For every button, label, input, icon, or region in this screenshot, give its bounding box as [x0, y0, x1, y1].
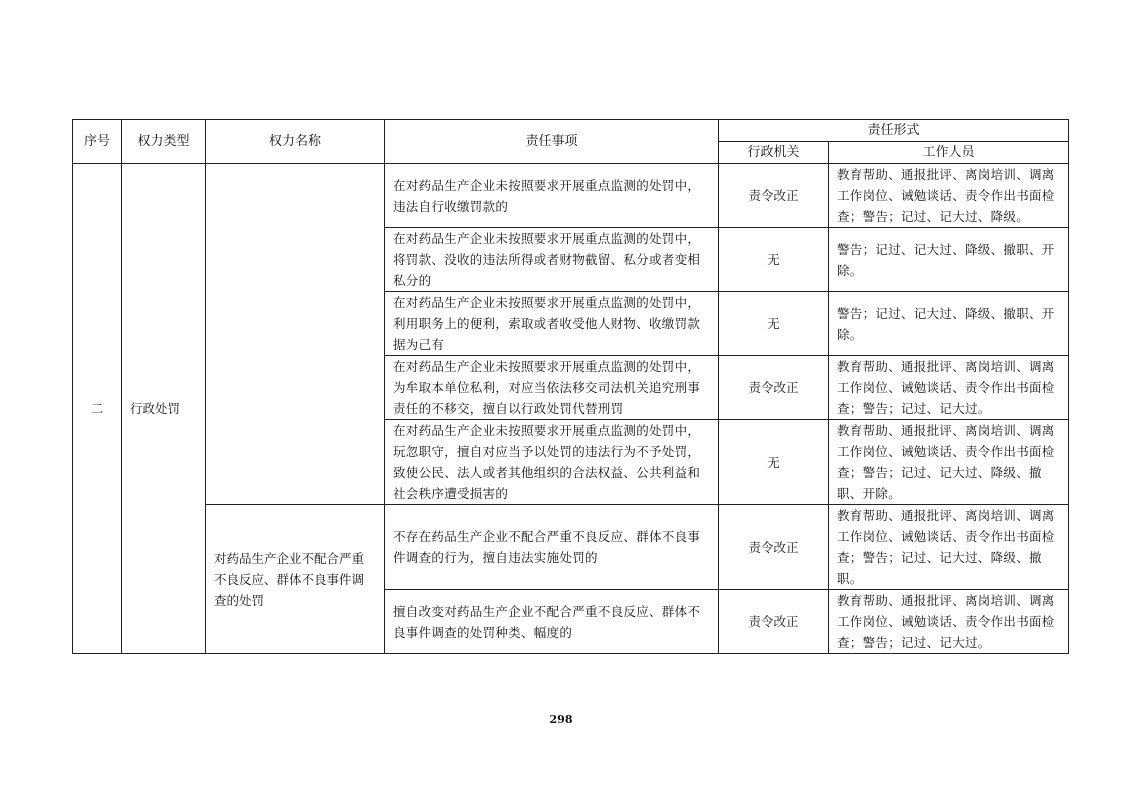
power-type-cell: 行政处罚	[122, 164, 206, 654]
header-staff: 工作人员	[829, 142, 1069, 164]
power-name-cell	[206, 164, 385, 505]
staff-cell: 警告；记过、记大过、降级、撤职、开除。	[829, 292, 1069, 356]
header-power-name: 权力名称	[206, 120, 385, 164]
responsibility-cell: 擅自改变对药品生产企业不配合严重不良反应、群体不良事件调查的处罚种类、幅度的	[385, 590, 719, 654]
responsibility-cell: 在对药品生产企业未按照要求开展重点监测的处罚中，为牟取本单位私利，对应当依法移交司法机关追究刑事责任的不移交，擅自以行政处罚代替刑罚	[385, 356, 719, 420]
seq-cell: 二	[73, 164, 122, 654]
responsibility-cell: 在对药品生产企业未按照要求开展重点监测的处罚中，利用职务上的便利，索取或者收受他人财物、收缴罚款据为己有	[385, 292, 719, 356]
responsibility-cell: 在对药品生产企业未按照要求开展重点监测的处罚中，违法自行收缴罚款的	[385, 164, 719, 228]
table-row	[73, 164, 1069, 228]
table-row	[73, 505, 1069, 590]
agency-cell: 无	[719, 228, 829, 292]
agency-cell: 无	[719, 292, 829, 356]
agency-cell: 责令改正	[719, 164, 829, 228]
header-responsibility: 责任事项	[385, 120, 719, 164]
responsibility-cell: 不存在药品生产企业不配合严重不良反应、群体不良事件调查的行为，擅自违法实施处罚的	[385, 505, 719, 590]
agency-cell: 无	[719, 420, 829, 505]
agency-cell: 责令改正	[719, 505, 829, 590]
responsibility-table	[72, 119, 1069, 654]
header-agency: 行政机关	[719, 142, 829, 164]
responsibility-cell: 在对药品生产企业未按照要求开展重点监测的处罚中，玩忽职守，擅自对应当予以处罚的违法行为不予处罚，致使公民、法人或者其他组织的合法权益、公共利益和社会秩序遭受损害的	[385, 420, 719, 505]
agency-cell: 责令改正	[719, 356, 829, 420]
responsibility-cell: 在对药品生产企业未按照要求开展重点监测的处罚中，将罚款、没收的违法所得或者财物截留、私分或者变相私分的	[385, 228, 719, 292]
page-number: 298	[549, 713, 573, 726]
staff-cell: 警告；记过、记大过、降级、撤职、开除。	[829, 228, 1069, 292]
agency-cell: 责令改正	[719, 590, 829, 654]
header-power-type: 权力类型	[122, 120, 206, 164]
header-seq: 序号	[73, 120, 122, 164]
power-name-cell: 对药品生产企业不配合严重不良反应、群体不良事件调查的处罚	[206, 505, 385, 654]
staff-cell: 教育帮助、通报批评、离岗培训、调离工作岗位、诫勉谈话、责令作出书面检查；警告；记过、记大过。	[829, 356, 1069, 420]
staff-cell: 教育帮助、通报批评、离岗培训、调离工作岗位、诫勉谈话、责令作出书面检查；警告；记过、记大过。	[829, 590, 1069, 654]
header-form: 责任形式	[719, 120, 1069, 142]
staff-cell: 教育帮助、通报批评、离岗培训、调离工作岗位、诫勉谈话、责令作出书面检查；警告；记过、记大过、降级、撤职、开除。	[829, 420, 1069, 505]
staff-cell: 教育帮助、通报批评、离岗培训、调离工作岗位、诫勉谈话、责令作出书面检查；警告；记过、记大过、降级。	[829, 164, 1069, 228]
staff-cell: 教育帮助、通报批评、离岗培训、调离工作岗位、诫勉谈话、责令作出书面检查；警告；记过、记大过、降级、撤职。	[829, 505, 1069, 590]
